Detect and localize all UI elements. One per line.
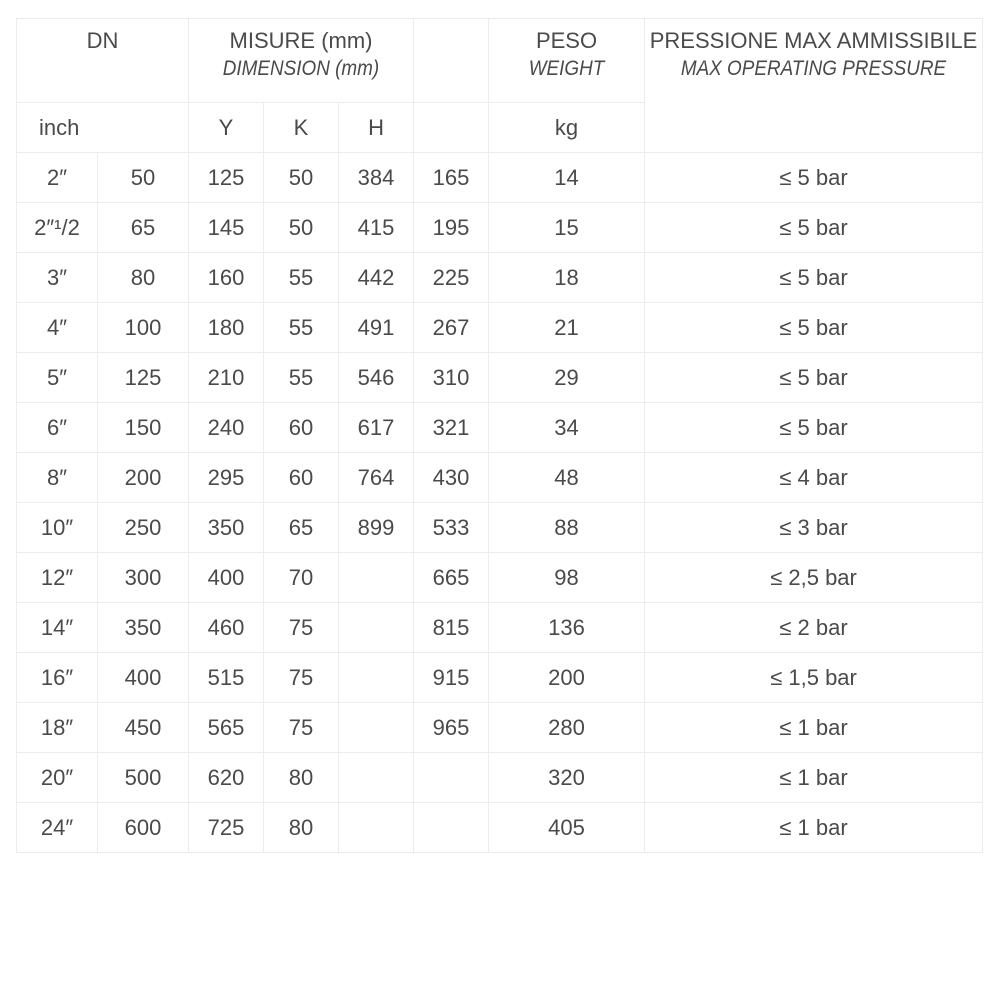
y-cell: 515 [189,653,264,703]
pressure-cell: ≤ 5 bar [645,253,983,303]
k-cell: 50 [264,203,339,253]
y-cell: 240 [189,403,264,453]
blank-subheader-cell [414,103,489,153]
h-cell [339,703,414,753]
k-cell: 65 [264,503,339,553]
dn-cell: 125 [98,353,189,403]
h2-cell: 815 [414,603,489,653]
inch-cell: 10″ [17,503,98,553]
blank-header-cell [414,19,489,103]
y-header: Y [189,103,264,153]
y-cell: 620 [189,753,264,803]
h-cell: 415 [339,203,414,253]
h2-cell: 665 [414,553,489,603]
pressione-label: PRESSIONE MAX AMMISSIBILE [649,28,978,53]
y-cell: 210 [189,353,264,403]
h-cell [339,803,414,853]
h2-cell [414,753,489,803]
h-cell: 384 [339,153,414,203]
weight-cell: 29 [489,353,645,403]
weight-cell: 14 [489,153,645,203]
k-cell: 75 [264,703,339,753]
h2-cell: 225 [414,253,489,303]
inch-cell: 24″ [17,803,98,853]
h2-cell: 321 [414,403,489,453]
h2-cell: 915 [414,653,489,703]
k-cell: 55 [264,303,339,353]
weight-cell: 18 [489,253,645,303]
h-cell: 546 [339,353,414,403]
h-cell [339,603,414,653]
weight-cell: 405 [489,803,645,853]
y-cell: 295 [189,453,264,503]
h-cell: 617 [339,403,414,453]
dn-header-label: DN [86,28,119,53]
header-row-1 [17,19,983,103]
pressure-cell: ≤ 2 bar [645,603,983,653]
inch-cell: 20″ [17,753,98,803]
table-body [17,19,983,853]
h2-cell: 267 [414,303,489,353]
weight-cell: 136 [489,603,645,653]
h-header: H [339,103,414,153]
y-cell: 400 [189,553,264,603]
inch-cell: 2″ [17,153,98,203]
pressure-cell: ≤ 5 bar [645,353,983,403]
weight-cell: 200 [489,653,645,703]
inch-cell: 2″¹/2 [17,203,98,253]
pressure-cell: ≤ 1,5 bar [645,653,983,703]
weight-cell: 280 [489,703,645,753]
weight-cell: 98 [489,553,645,603]
h2-cell: 430 [414,453,489,503]
pressure-cell: ≤ 5 bar [645,203,983,253]
inch-cell: 14″ [17,603,98,653]
table-row [17,203,983,253]
pressure-cell: ≤ 5 bar [645,153,983,203]
table-row [17,753,983,803]
table-row [17,803,983,853]
h2-cell: 310 [414,353,489,403]
pressure-header [645,19,983,153]
k-cell: 75 [264,603,339,653]
inch-cell: 6″ [17,403,98,453]
table-row [17,603,983,653]
dn-cell: 600 [98,803,189,853]
pressure-cell: ≤ 1 bar [645,703,983,753]
k-cell: 80 [264,803,339,853]
pressure-cell: ≤ 5 bar [645,403,983,453]
dimension-label: DIMENSION (mm) [222,57,380,80]
inch-header: inch [17,103,189,153]
pressure-cell: ≤ 5 bar [645,303,983,353]
pressure-cell: ≤ 3 bar [645,503,983,553]
inch-cell: 8″ [17,453,98,503]
weight-cell: 21 [489,303,645,353]
misure-label: MISURE (mm) [229,28,373,53]
h-cell: 442 [339,253,414,303]
dn-cell: 250 [98,503,189,553]
pressure-cell: ≤ 2,5 bar [645,553,983,603]
y-cell: 160 [189,253,264,303]
pressure-cell: ≤ 4 bar [645,453,983,503]
dn-cell: 150 [98,403,189,453]
inch-cell: 3″ [17,253,98,303]
weight-cell: 320 [489,753,645,803]
k-cell: 55 [264,353,339,403]
h2-cell: 165 [414,153,489,203]
k-cell: 60 [264,403,339,453]
k-cell: 55 [264,253,339,303]
pressure-cell: ≤ 1 bar [645,753,983,803]
y-cell: 180 [189,303,264,353]
dn-cell: 80 [98,253,189,303]
k-cell: 70 [264,553,339,603]
y-cell: 125 [189,153,264,203]
table-row [17,503,983,553]
weight-cell: 15 [489,203,645,253]
weight-cell: 48 [489,453,645,503]
h-cell [339,753,414,803]
inch-cell: 5″ [17,353,98,403]
table-row [17,353,983,403]
spec-table [16,18,983,853]
h-cell: 491 [339,303,414,353]
h2-cell: 965 [414,703,489,753]
dn-cell: 450 [98,703,189,753]
k-cell: 60 [264,453,339,503]
inch-cell: 16″ [17,653,98,703]
weight-cell: 88 [489,503,645,553]
table-row [17,153,983,203]
y-cell: 460 [189,603,264,653]
inch-cell: 4″ [17,303,98,353]
h-cell [339,553,414,603]
dn-header [17,19,189,103]
pressure-cell: ≤ 1 bar [645,803,983,853]
table-row [17,653,983,703]
weight-label: WEIGHT [528,57,605,80]
dn-cell: 500 [98,753,189,803]
y-cell: 565 [189,703,264,753]
k-cell: 75 [264,653,339,703]
table-row [17,403,983,453]
weight-cell: 34 [489,403,645,453]
y-cell: 145 [189,203,264,253]
dn-cell: 400 [98,653,189,703]
dimension-header [189,19,414,103]
y-cell: 350 [189,503,264,553]
h-cell [339,653,414,703]
h-cell: 764 [339,453,414,503]
h2-cell: 195 [414,203,489,253]
kg-header: kg [489,103,645,153]
h2-cell: 533 [414,503,489,553]
dn-cell: 200 [98,453,189,503]
inch-cell: 18″ [17,703,98,753]
weight-header [489,19,645,103]
y-cell: 725 [189,803,264,853]
h2-cell [414,803,489,853]
table-row [17,553,983,603]
dn-cell: 100 [98,303,189,353]
k-header: K [264,103,339,153]
k-cell: 80 [264,753,339,803]
dn-cell: 50 [98,153,189,203]
dn-cell: 300 [98,553,189,603]
table-row [17,453,983,503]
h-cell: 899 [339,503,414,553]
k-cell: 50 [264,153,339,203]
max-operating-label: MAX OPERATING PRESSURE [680,57,947,80]
inch-cell: 12″ [17,553,98,603]
table-row [17,703,983,753]
peso-label: PESO [535,28,598,53]
dn-cell: 350 [98,603,189,653]
table-row [17,253,983,303]
table-row [17,303,983,353]
dn-cell: 65 [98,203,189,253]
